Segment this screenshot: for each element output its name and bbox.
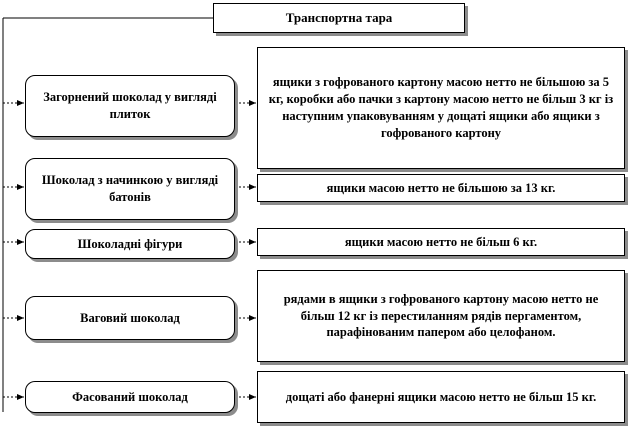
product-box-1: Загорнений шоколад у вигляді плиток bbox=[25, 75, 235, 137]
packaging-box-3: ящики масою нетто не більш 6 кг. bbox=[257, 228, 625, 256]
product-box-3: Шоколадні фігури bbox=[25, 229, 235, 259]
product-box-4: Ваговий шоколад bbox=[25, 296, 235, 340]
product-box-5: Фасований шоколад bbox=[25, 381, 235, 413]
packaging-box-4: рядами в ящики з гофрованого картону масою нетто не більш 12 кг із перестиланням рядів пергаментом, парафінованим папером або целофаном. bbox=[257, 270, 625, 362]
packaging-box-2: ящики масою нетто не більшою за 13 кг. bbox=[257, 174, 625, 202]
packaging-box-1: ящики з гофрованого картону масою нетто не більшою за 5 кг, коробки або пачки з картону масою нетто не більш 3 кг із наступним упаковуванням у дощаті ящики або ящики з гофрованого картону bbox=[257, 47, 625, 169]
product-box-2: Шоколад з начинкою у вигляді батонів bbox=[25, 158, 235, 220]
title-box: Транспортна тара bbox=[213, 3, 465, 33]
packaging-box-5: дощаті або фанерні ящики масою нетто не більш 15 кг. bbox=[257, 371, 625, 423]
